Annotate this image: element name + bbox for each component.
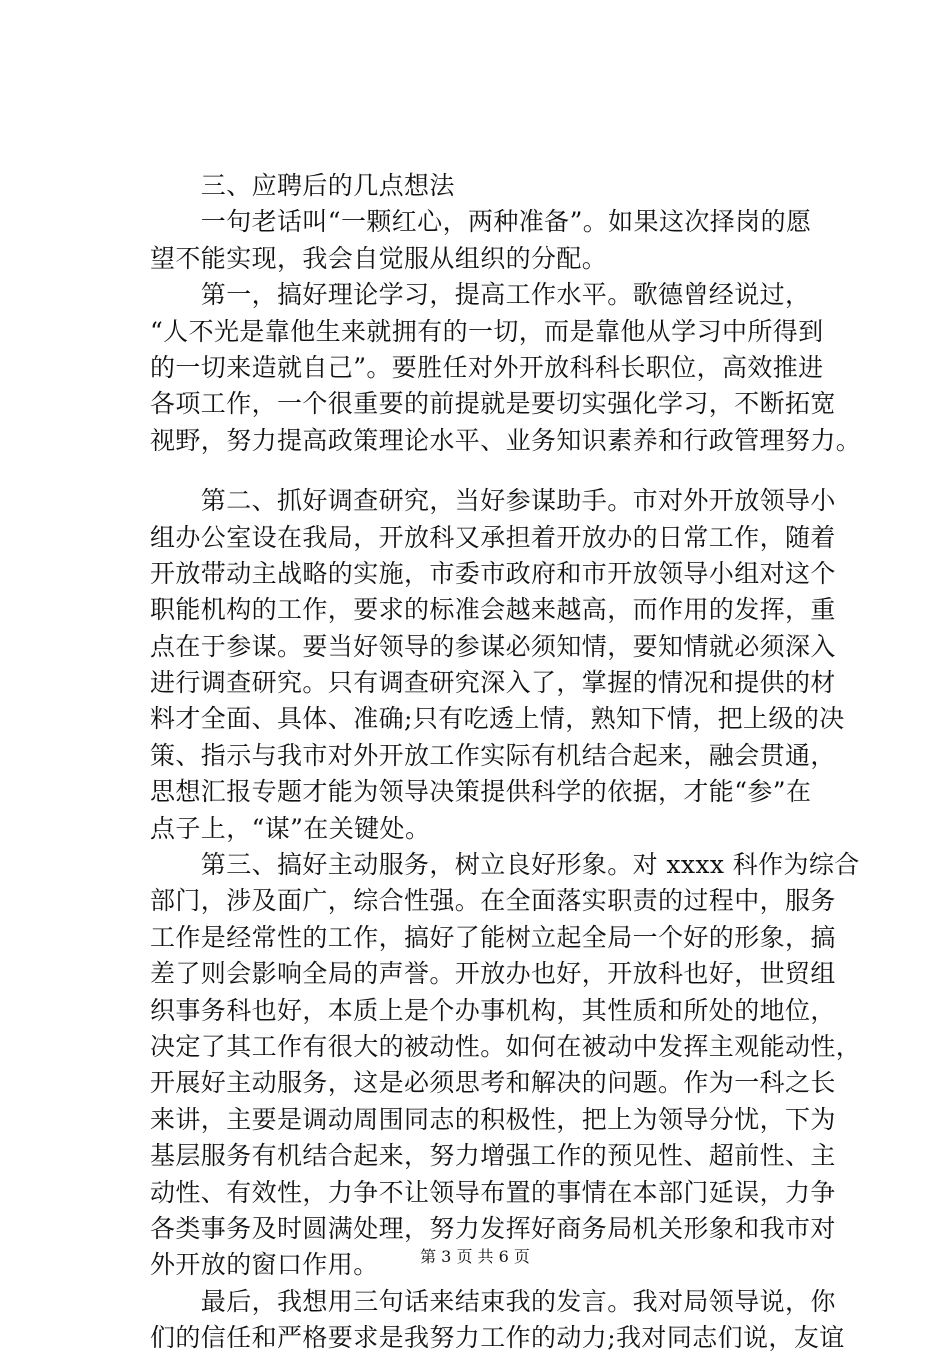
text-line: 第一，搞好理论学习，提高工作水平。歌德曾经说过，: [150, 280, 811, 310]
text-line: 们的信任和严格要求是我努力工作的动力;我对同志们说，友谊: [150, 1323, 845, 1353]
paragraph-third: [150, 847, 862, 1284]
text-line: 料才全面、具体、准确;只有吃透上情，熟知下情，把上级的决: [150, 704, 845, 734]
text-line: 织事务科也好，本质上是个办事机构，其性质和所处的地位，: [150, 995, 836, 1025]
text-line: 部门，涉及面广，综合性强。在全面落实职责的过程中，服务: [150, 886, 836, 916]
text-line: 思想汇报专题才能为领导决策提供科学的依据，才能“参”在: [150, 777, 812, 807]
text-line: 差了则会影响全局的声誉。开放办也好，开放科也好，世贸组: [150, 959, 836, 989]
text-line: 策、指示与我市对外开放工作实际有机结合起来，融会贯通，: [150, 740, 836, 770]
paragraph-second: [150, 483, 845, 847]
text-line: 外开放的窗口作用。: [150, 1250, 379, 1280]
text-line: 视野，努力提高政策理论水平、业务知识素养和行政管理努力。: [150, 425, 862, 455]
text-line: 开放带动主战略的实施，市委市政府和市开放领导小组对这个: [150, 558, 836, 588]
paragraph-first: [150, 277, 862, 459]
text-line: 最后，我想用三句话来结束我的发言。我对局领导说，你: [150, 1286, 836, 1316]
text-line: 来讲，主要是调动周围同志的积极性，把上为领导分忧，下为: [150, 1104, 836, 1134]
text-line: 决定了其工作有很大的被动性。如何在被动中发挥主观能动性，: [150, 1031, 862, 1061]
text-line: 点子上，“谋”在关键处。: [150, 813, 431, 843]
text-line: 进行调查研究。只有调查研究深入了，掌握的情况和提供的材: [150, 668, 836, 698]
paragraph-intro: [150, 204, 840, 277]
text-line: 一句老话叫“一颗红心，两种准备”。如果这次择岗的愿: [150, 207, 812, 237]
text-line: 动性、有效性，力争不让领导布置的事情在本部门延误，力争: [150, 1177, 836, 1207]
section-heading: 三、应聘后的几点想法: [150, 171, 455, 200]
text-line: 开展好主动服务，这是必须思考和解决的问题。作为一科之长: [150, 1068, 836, 1098]
document-body: [150, 168, 862, 1357]
text-line: 基层服务有机结合起来，努力增强工作的预见性、超前性、主: [150, 1141, 836, 1171]
page-number-footer: 第 3 页 共 6 页: [420, 1247, 530, 1266]
paragraph-gap: [150, 459, 840, 483]
text-line: 职能机构的工作，要求的标准会越来越高，而作用的发挥，重: [150, 595, 836, 625]
text-line: “人不光是靠他生来就拥有的一切，而是靠他从学习中所得到: [150, 316, 824, 346]
text-line: 望不能实现，我会自觉服从组织的分配。: [150, 243, 608, 273]
paragraph-final: [150, 1284, 845, 1357]
text-line: 各项工作，一个很重要的前提就是要切实强化学习，不断拓宽: [150, 389, 836, 419]
text-line: 的一切来造就自己”。要胜任对外开放科科长职位，高效推进: [150, 352, 824, 382]
text-line: 各类事务及时圆满处理，努力发挥好商务局机关形象和我市对: [150, 1213, 836, 1243]
text-line: 第二、抓好调查研究，当好参谋助手。市对外开放领导小: [150, 486, 836, 516]
text-line: 组办公室设在我局，开放科又承担着开放办的日常工作，随着: [150, 522, 836, 552]
text-line: 第三、搞好主动服务，树立良好形象。对 xxxx 科作为综合: [150, 850, 860, 880]
text-line: 点在于参谋。要当好领导的参谋必须知情，要知情就必须深入: [150, 631, 836, 661]
text-line: 工作是经常性的工作，搞好了能树立起全局一个好的形象，搞: [150, 922, 836, 952]
